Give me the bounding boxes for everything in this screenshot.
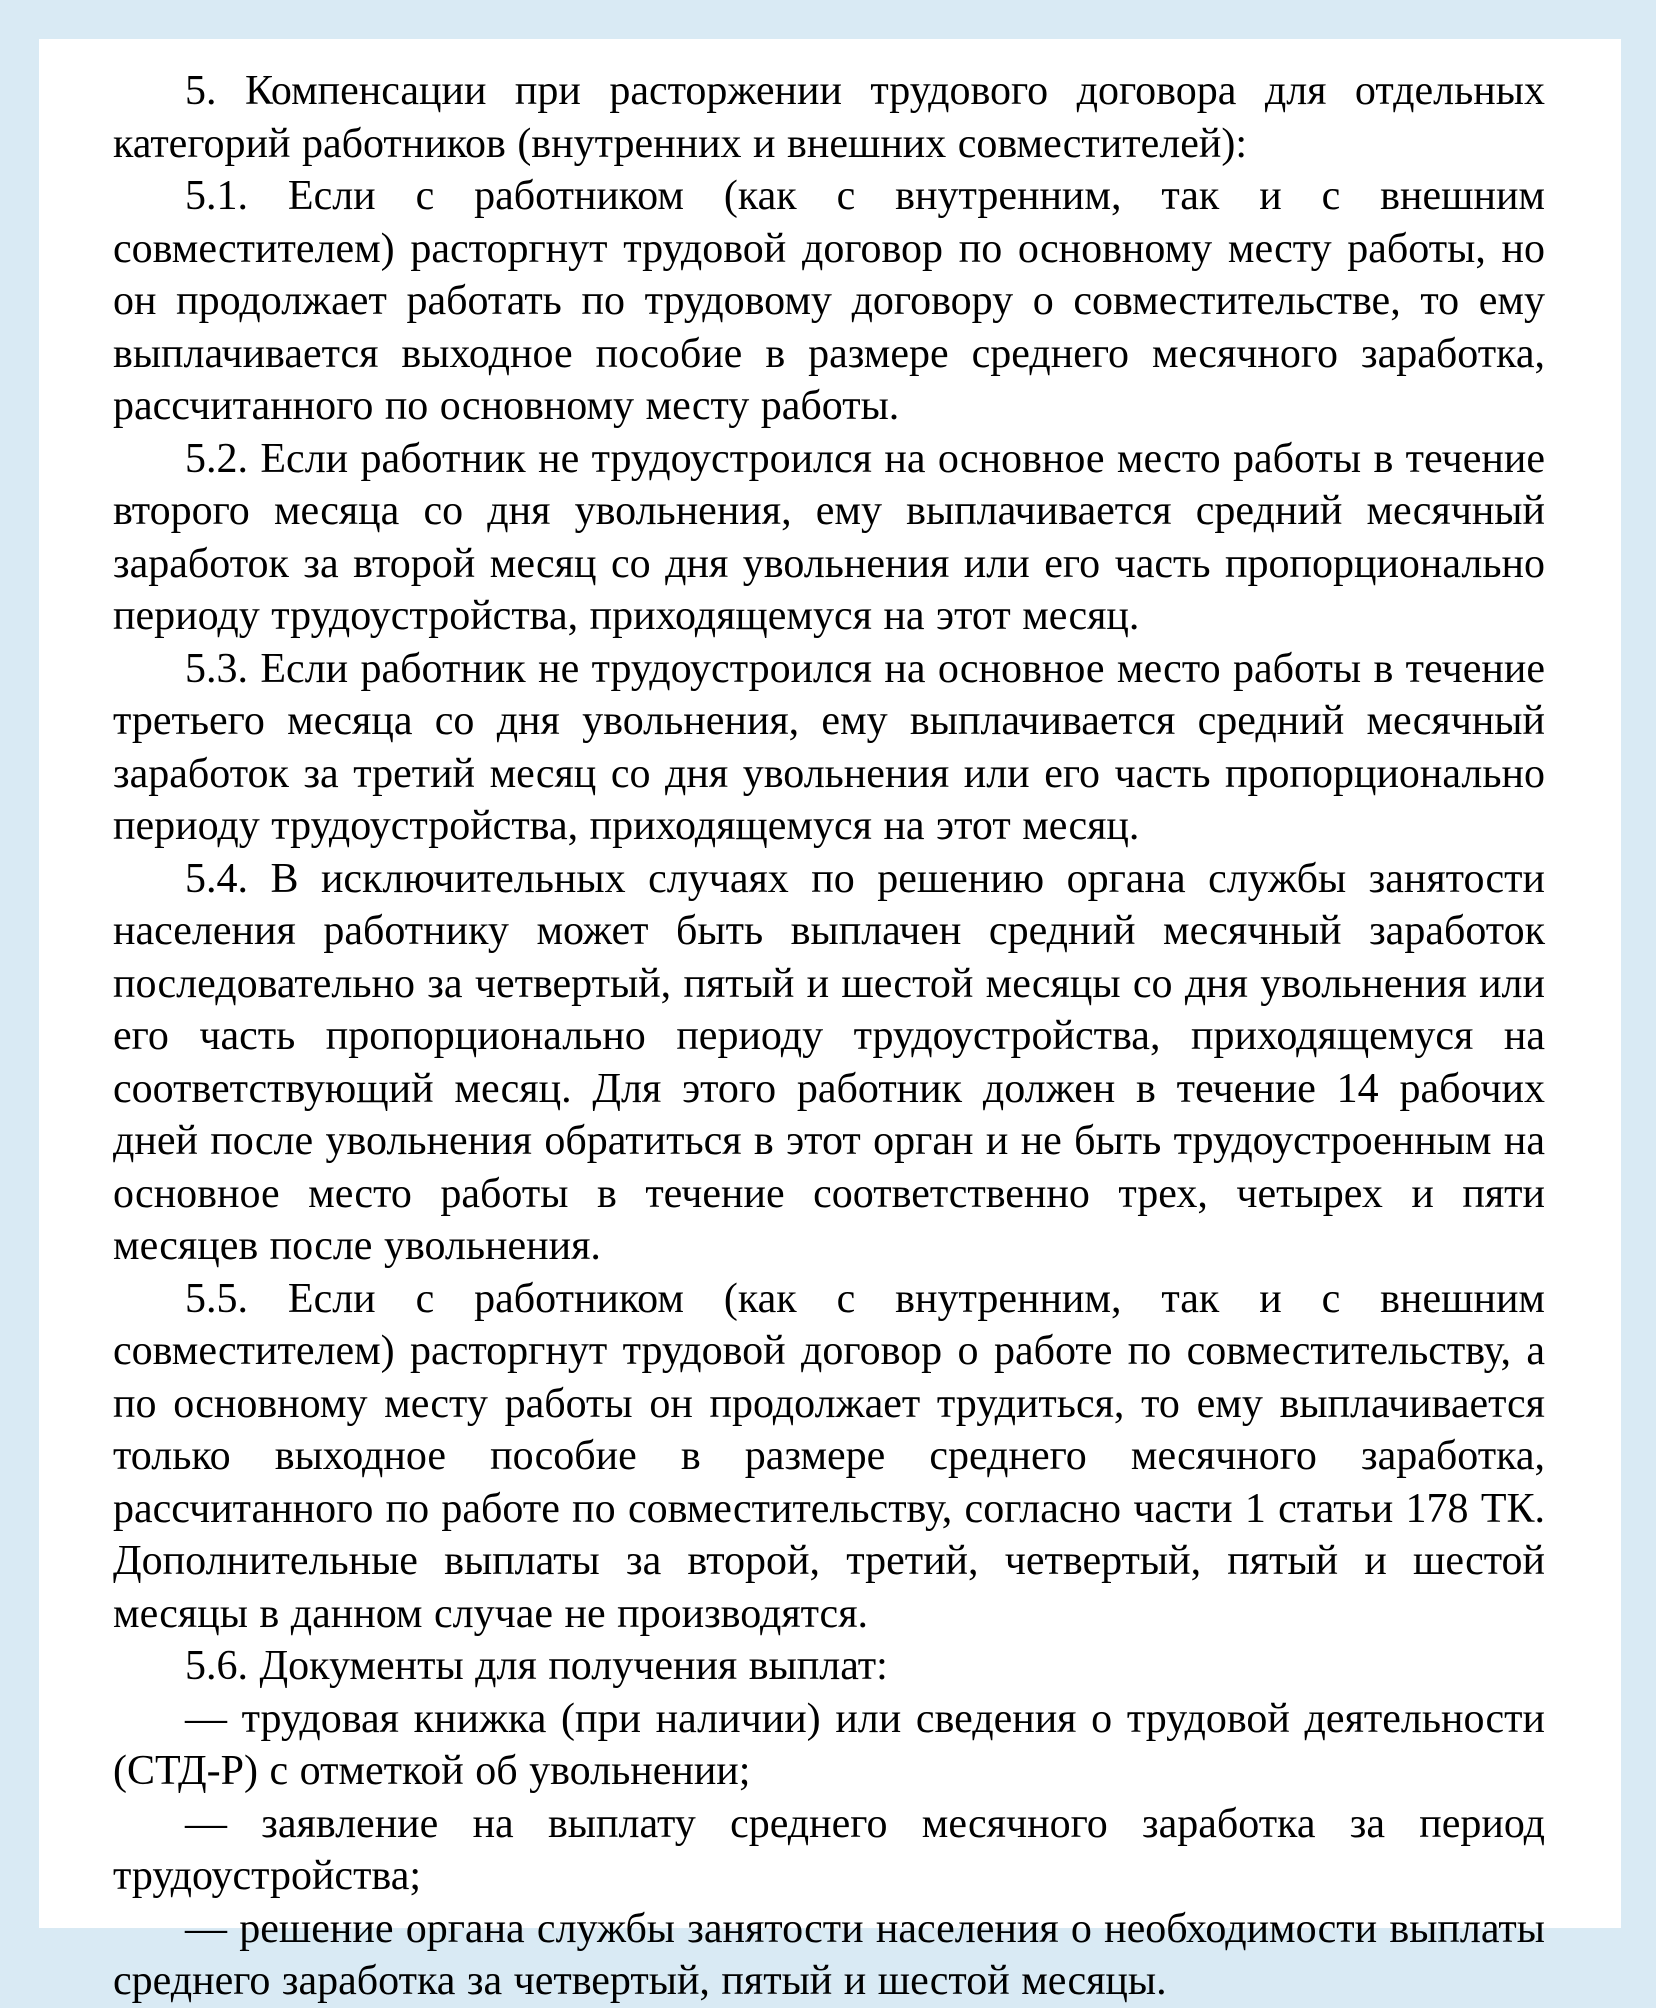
paragraph-5-5: 5.5. Если с работником (как с внутренним, так и с внешним совместителем) расторгнут трудовой договор о работе по совместительству, а по основному месту работы он продолжает трудиться, то ему выплачивается только выходное пособие в размере среднего месячного заработка, рассчитанного по работе по совместительству, согласно части 1 статьи 178 ТК. Дополнительные выплаты за второй, третий, четвертый, пятый и шестой месяцы в данном случае не производятся. [113, 1275, 1545, 1637]
paragraph-5-2: 5.2. Если работник не трудоустроился на основное место работы в течение второго месяца со дня увольнения, ему выплачивается средний месячный заработок за второй месяц со дня увольнения или его часть пропорционально периоду трудоустройства, приходящемуся на этот месяц. [113, 435, 1545, 639]
content-card [39, 39, 1621, 2004]
list-item-zayavlenie: — заявление на выплату среднего месячного заработка за период трудоустройства; [113, 1800, 1545, 1899]
list-item-trudovaya-knizhka: — трудовая книжка (при наличии) или сведения о трудовой деятельности (СТД-Р) с отметкой об увольнении; [113, 1695, 1545, 1794]
paragraph-5-1: 5.1. Если с работником (как с внутренним, так и с внешним совместителем) расторгнут трудовой договор по основному месту работы, но он продолжает работать по трудовому договору о совместительстве, то ему выплачивается выходное пособие в размере среднего месячного заработка, рассчитанного по основному месту работы. [113, 173, 1545, 429]
paragraph-5-4: 5.4. В исключительных случаях по решению органа службы занятости населения работнику может быть выплачен средний месячный заработок последовательно за четвертый, пятый и шестой месяцы со дня увольнения или его часть пропорционально периоду трудоустройства, приходящемуся на соответствующий месяц. Для этого работник должен в течение 14 рабочих дней после увольнения обратиться в этот орган и не быть трудоустроенным на основное место работы в течение соответственно трех, четырех и пяти месяцев после увольнения. [113, 855, 1545, 1269]
paragraph-5-heading: 5. Компенсации при расторжении трудового договора для отдельных категорий работников (внутренних и внешних совместителей): [113, 68, 1545, 167]
paragraph-5-3: 5.3. Если работник не трудоустроился на основное место работы в течение третьего месяца со дня увольнения, ему выплачивается средний месячный заработок за третий месяц со дня увольнения или его часть пропорционально периоду трудоустройства, приходящемуся на этот месяц. [113, 645, 1545, 849]
list-item-reshenie-organa: — решение органа службы занятости населения о необходимости выплаты среднего заработка за четвертый, пятый и шестой месяцы. [113, 1905, 1545, 2004]
paragraph-5-6: 5.6. Документы для получения выплат: [185, 1643, 888, 1689]
